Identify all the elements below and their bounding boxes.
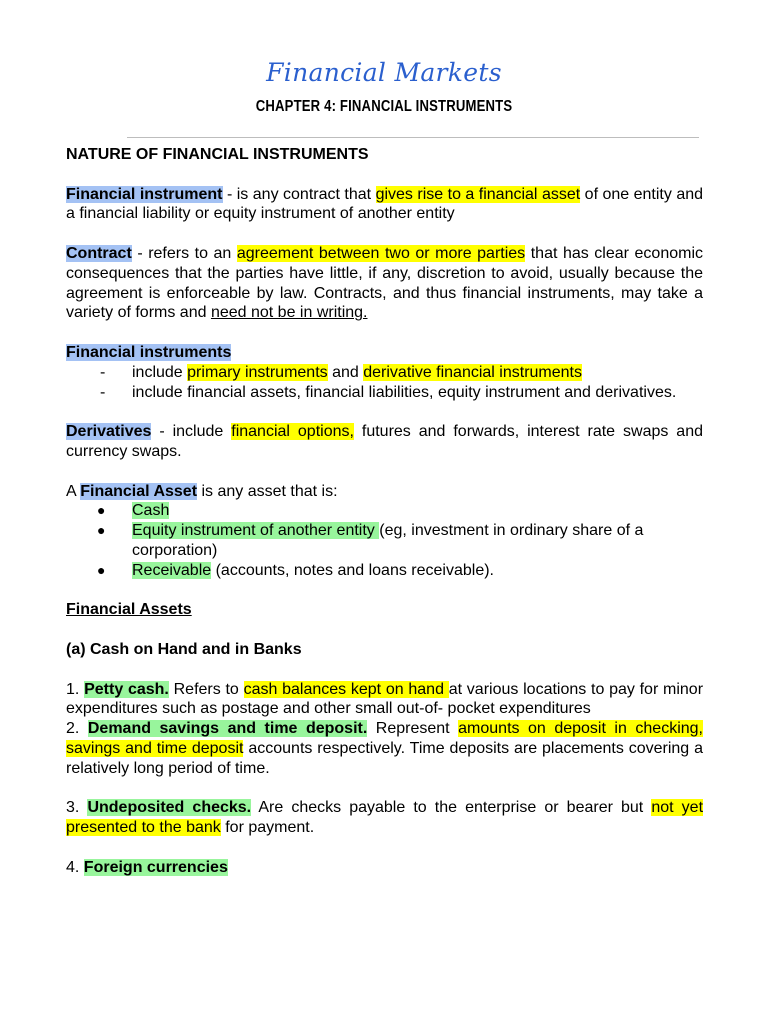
green-highlight: Receivable	[132, 561, 212, 579]
yellow-highlight: primary instruments	[187, 363, 328, 381]
green-highlight: Demand savings and time deposit.	[87, 720, 368, 738]
green-highlight: Cash	[132, 502, 170, 520]
underlined-text: need not be in writing.	[210, 304, 368, 322]
list-item: - include financial assets, financial liabilities, equity instrument and derivatives.	[100, 383, 677, 401]
cash-heading: (a) Cash on Hand and in Banks	[66, 640, 302, 658]
dash-marker: -	[100, 363, 106, 381]
list-item: ● Equity instrument of another entity (eg, investment in ordinary share of a corporation)	[97, 522, 644, 559]
green-highlight: Equity instrument of another entity	[132, 522, 380, 540]
financial-asset-definition: A Financial Asset is any asset that is:	[66, 482, 338, 500]
document-body	[66, 145, 703, 877]
yellow-highlight: agreement between two or more parties	[236, 244, 526, 262]
financial-instruments-heading	[66, 343, 703, 363]
list-item: ● Receivable (accounts, notes and loans receivable).	[97, 561, 494, 579]
bullet-marker: ●	[97, 522, 106, 539]
demand-savings-item: 2. Demand savings and time deposit. Represent amounts on deposit in checking, savings and time deposit accounts respectively. Time deposits are placements covering a relatively long period of time.	[66, 720, 704, 777]
list-item: - include primary instruments and derivative financial instruments	[100, 363, 582, 381]
term-highlight: Financial instrument	[66, 185, 223, 203]
contract-definition: Contract - refers to an agreement between two or more parties that has clear economic consequences that the parties have little, if any, discretion to avoid, usually because the agreement is enforceable by law. Contracts, and thus financial instruments, may take a variety of forms and need not be in writing.	[66, 244, 704, 322]
derivatives-definition: Derivatives - include financial options, futures and forwards, interest rate swaps and currency swaps.	[66, 423, 704, 460]
yellow-highlight: not yet presented to the bank	[66, 799, 704, 837]
chapter-subtitle: CHAPTER 4: FINANCIAL INSTRUMENTS	[255, 98, 513, 115]
term-highlight: Contract	[66, 244, 132, 262]
bullet-marker: ●	[97, 561, 106, 578]
list-item	[66, 501, 703, 521]
document-title: Financial Markets	[266, 58, 502, 87]
yellow-highlight: financial options,	[231, 423, 354, 441]
petty-cash-item: 1. Petty cash. Refers to cash balances kept on hand at various locations to pay for minor expenditures such as postage and other small out-of- pocket expenditures	[66, 680, 704, 718]
dash-marker: -	[100, 383, 106, 401]
term-highlight: Derivatives	[66, 423, 152, 441]
green-highlight: Petty cash.	[84, 680, 169, 698]
green-highlight: Foreign currencies	[83, 858, 228, 876]
foreign-currencies-item: 4. Foreign currencies	[66, 858, 228, 876]
term-highlight: Financial Asset	[80, 482, 198, 500]
yellow-highlight: derivative financial instruments	[363, 363, 582, 381]
horizontal-divider	[127, 137, 699, 138]
term-highlight: Financial instruments	[66, 343, 232, 361]
green-highlight: Undeposited checks.	[87, 799, 252, 817]
bullet-marker: ●	[97, 502, 106, 519]
financial-instrument-definition: Financial instrument - is any contract that gives rise to a financial asset of one entity and a financial liability or equity instrument of another entity	[66, 185, 704, 223]
undeposited-checks-item: 3. Undeposited checks. Are checks payable to the enterprise or bearer but not yet presented to the bank for payment.	[66, 799, 704, 837]
section-heading: NATURE OF FINANCIAL INSTRUMENTS	[66, 146, 369, 163]
yellow-highlight: cash balances kept on hand	[243, 680, 449, 698]
yellow-highlight: gives rise to a financial asset	[375, 185, 581, 203]
yellow-highlight: amounts on deposit in checking, savings and time deposit	[66, 720, 703, 757]
financial-assets-heading: Financial Assets	[66, 601, 192, 619]
